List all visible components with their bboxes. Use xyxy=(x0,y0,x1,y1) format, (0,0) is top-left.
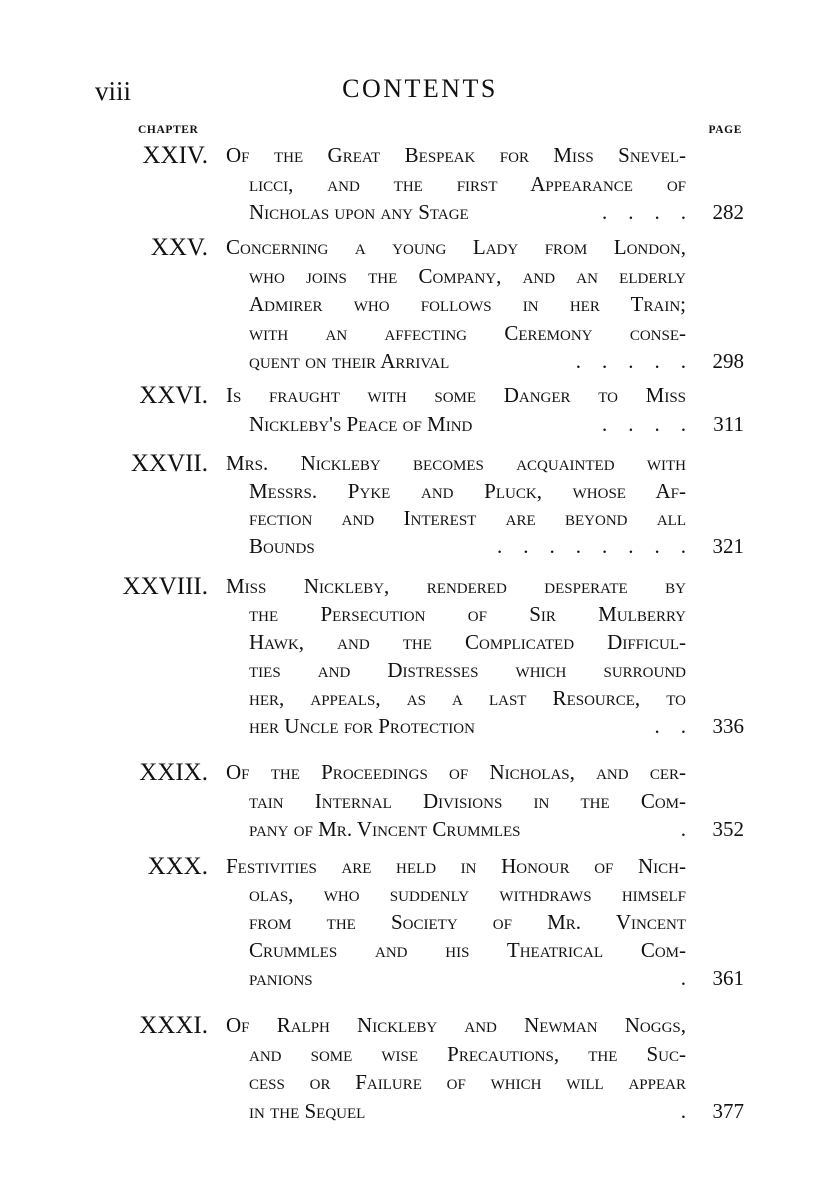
chapter-numeral: XXVI. xyxy=(139,382,208,409)
chapter-title-line xyxy=(249,712,686,741)
chapter-title-line: cess or Failure of which will appear xyxy=(249,1070,686,1094)
dot-leader: . xyxy=(680,1098,686,1123)
chapter-numeral: XXV. xyxy=(150,234,208,261)
chapter-title-line: from the Society of Mr. Vincent xyxy=(249,910,686,934)
page-reference: 311 xyxy=(713,411,744,436)
chapter-title-line: Of the Proceedings of Nicholas, and cer- xyxy=(226,760,686,784)
dot-leader: . . . . . . . . xyxy=(497,533,686,558)
chapter-numeral: XXXI. xyxy=(139,1012,208,1039)
chapter-title-line: the Persecution of Sir Mulberry xyxy=(249,602,686,626)
chapter-title-line: fection and Interest are beyond all xyxy=(249,506,686,530)
page-number: viii xyxy=(95,76,132,106)
chapter-title-line: who joins the Company, and an elderly xyxy=(249,263,686,288)
chapter-title-text: Bounds xyxy=(249,533,315,558)
chapter-title-line: tain Internal Divisions in the Com- xyxy=(249,788,686,813)
page-reference: 321 xyxy=(712,533,744,558)
chapter-numeral: XXVIII. xyxy=(122,573,208,600)
chapter-title-line xyxy=(249,532,686,561)
chapter-numeral: XXVII. xyxy=(130,450,208,477)
chapter-title-line: Of Ralph Nickleby and Newman Noggs, xyxy=(226,1013,686,1037)
chapter-title-text: her Uncle for Protection xyxy=(249,714,475,738)
chapter-title-line: olas, who suddenly withdraws himself xyxy=(249,882,686,906)
chapter-title-line: Miss Nickleby, rendered desperate by xyxy=(226,574,686,598)
dot-leader: . xyxy=(680,817,686,841)
chapter-title-text: Nickleby's Peace of Mind xyxy=(249,411,473,436)
page-column-label: PAGE xyxy=(708,124,742,136)
chapter-title-text: quent on their Arrival xyxy=(249,349,450,373)
chapter-numeral: XXIV. xyxy=(142,142,208,169)
chapter-title-line: Concerning a young Lady from London, xyxy=(226,235,686,259)
dot-leader: . xyxy=(680,966,686,990)
chapter-title-line: Mrs. Nickleby becomes acquainted with xyxy=(226,451,686,475)
dot-leader: . . . . xyxy=(602,411,686,436)
chapter-title-line xyxy=(249,1097,686,1126)
chapter-title-line: her, appeals, as a last Resource, to xyxy=(249,686,686,710)
chapter-title-line: Is fraught with some Danger to Miss xyxy=(226,383,686,407)
dot-leader: . . . . xyxy=(602,200,686,224)
chapter-title-line: and some wise Precautions, the Suc- xyxy=(249,1041,686,1066)
dot-leader: . . xyxy=(654,714,686,738)
chapter-title-text: panions xyxy=(249,966,313,990)
dot-leader: . . . . . xyxy=(575,349,686,373)
page-reference: 336 xyxy=(712,714,744,738)
chapter-title-line: with an affecting Ceremony conse- xyxy=(249,320,686,345)
chapter-title-line xyxy=(249,347,686,376)
chapter-title-line xyxy=(249,198,686,227)
chapter-column-label: CHAPTER xyxy=(138,124,199,136)
chapter-title-line: Hawk, and the Complicated Difficul- xyxy=(249,630,686,654)
chapter-title-line: licci, and the first Appearance of xyxy=(249,171,686,196)
chapter-title-line: ties and Distresses which surround xyxy=(249,658,686,682)
running-head: CONTENTS xyxy=(342,74,498,103)
chapter-numeral: XXIX. xyxy=(139,759,208,786)
chapter-title-line xyxy=(249,815,686,844)
chapter-title-line xyxy=(249,964,686,993)
chapter-title-line: Crummles and his Theatrical Com- xyxy=(249,938,686,962)
chapter-title-text: in the Sequel xyxy=(249,1098,366,1123)
page-reference: 377 xyxy=(712,1098,744,1123)
chapter-title-line: Festivities are held in Honour of Nich- xyxy=(226,854,686,878)
page-reference: 282 xyxy=(712,200,744,224)
chapter-title-text: Nicholas upon any Stage xyxy=(249,200,469,224)
page-reference: 361 xyxy=(712,966,744,990)
page-reference: 352 xyxy=(712,817,744,841)
chapter-title-line: Of the Great Bespeak for Miss Snevel- xyxy=(226,143,686,167)
chapter-numeral: XXX. xyxy=(147,853,208,880)
chapter-title-line: Admirer who follows in her Train; xyxy=(249,292,686,316)
chapter-title-line: Messrs. Pyke and Pluck, whose Af- xyxy=(249,478,686,503)
chapter-title-text: pany of Mr. Vincent Crummles xyxy=(249,817,521,841)
chapter-title-line xyxy=(249,410,686,439)
page-reference: 298 xyxy=(712,349,744,373)
